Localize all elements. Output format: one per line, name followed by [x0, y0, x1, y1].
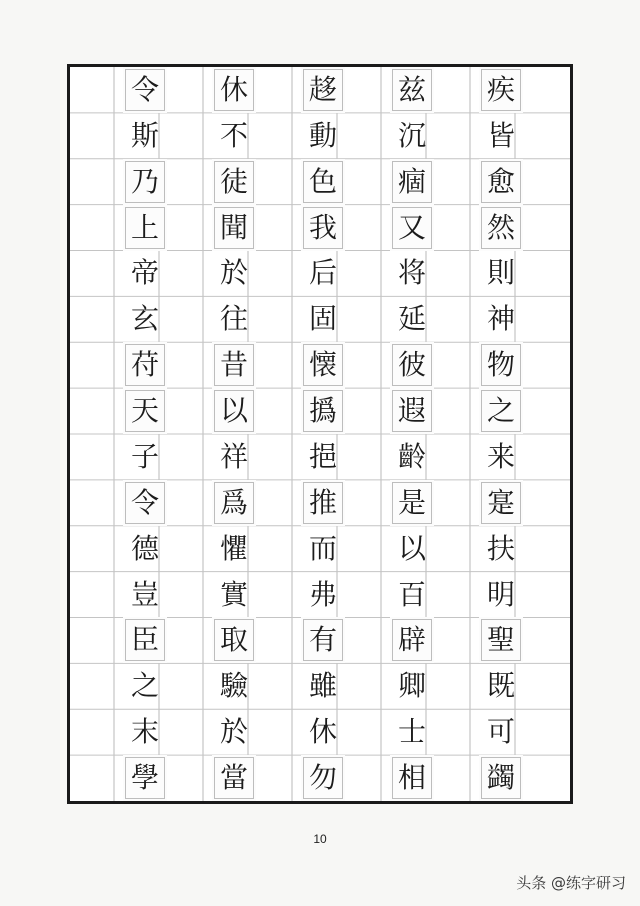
calligraphy-character: 彼	[390, 342, 434, 388]
calligraphy-character: 之	[479, 388, 523, 434]
calligraphy-character: 懐	[301, 342, 345, 388]
calligraphy-character: 齡	[397, 439, 426, 473]
calligraphy-character: 苻	[123, 342, 167, 388]
calligraphy-character: 帝	[130, 256, 159, 290]
calligraphy-character: 然	[479, 205, 523, 251]
calligraphy-character: 物	[479, 342, 523, 388]
calligraphy-character: 后	[308, 256, 337, 290]
calligraphy-character: 我	[301, 205, 345, 251]
calligraphy-character: 寔	[479, 480, 523, 526]
calligraphy-character: 是	[390, 480, 434, 526]
calligraphy-character: 卿	[397, 669, 426, 703]
page-number: 10	[313, 832, 327, 846]
calligraphy-character: 取	[212, 617, 256, 663]
calligraphy-character: 玄	[130, 302, 159, 336]
text-column	[123, 67, 167, 801]
calligraphy-character: 相	[390, 755, 434, 801]
calligraphy-character: 斯	[130, 118, 159, 152]
calligraphy-character: 驗	[219, 669, 248, 703]
text-column	[390, 67, 434, 801]
calligraphy-character: 遐	[390, 388, 434, 434]
calligraphy-character: 沉	[397, 118, 426, 152]
calligraphy-character: 扶	[486, 531, 515, 565]
calligraphy-character: 明	[486, 577, 515, 611]
calligraphy-character: 聞	[212, 205, 256, 251]
text-column	[212, 67, 256, 801]
calligraphy-character: 學	[123, 755, 167, 801]
calligraphy-character: 祥	[219, 439, 248, 473]
calligraphy-character: 懼	[219, 531, 248, 565]
calligraphy-character: 有	[301, 617, 345, 663]
calligraphy-character: 不	[219, 118, 248, 152]
calligraphy-character: 撝	[301, 388, 345, 434]
calligraphy-frame	[67, 64, 573, 804]
calligraphy-character: 令	[123, 480, 167, 526]
source-watermark: 头条 @练字研习	[516, 874, 626, 892]
calligraphy-character: 神	[486, 302, 515, 336]
calligraphy-character: 来	[486, 439, 515, 473]
calligraphy-character: 於	[219, 715, 248, 749]
calligraphy-character: 動	[308, 118, 337, 152]
calligraphy-character: 子	[130, 439, 159, 473]
calligraphy-character: 往	[219, 302, 248, 336]
calligraphy-character: 昔	[212, 342, 256, 388]
calligraphy-character: 疾	[479, 67, 523, 113]
calligraphy-character: 勿	[301, 755, 345, 801]
calligraphy-character: 挹	[308, 439, 337, 473]
calligraphy-character: 休	[212, 67, 256, 113]
text-column	[301, 67, 345, 801]
calligraphy-character: 聖	[479, 617, 523, 663]
calligraphy-character: 爲	[212, 480, 256, 526]
calligraphy-character: 之	[130, 669, 159, 703]
calligraphy-character: 蠲	[479, 755, 523, 801]
calligraphy-character: 豈	[130, 577, 159, 611]
calligraphy-character: 弗	[308, 577, 337, 611]
calligraphy-character: 天	[123, 388, 167, 434]
calligraphy-character: 徒	[212, 159, 256, 205]
calligraphy-character: 百	[397, 577, 426, 611]
calligraphy-character: 而	[308, 531, 337, 565]
calligraphy-character: 以	[397, 531, 426, 565]
text-column	[479, 67, 523, 801]
calligraphy-character: 兹	[390, 67, 434, 113]
calligraphy-character: 實	[219, 577, 248, 611]
calligraphy-character: 末	[130, 715, 159, 749]
calligraphy-character: 将	[397, 256, 426, 290]
calligraphy-character: 推	[301, 480, 345, 526]
calligraphy-character: 當	[212, 755, 256, 801]
calligraphy-character: 又	[390, 205, 434, 251]
calligraphy-character: 辟	[390, 617, 434, 663]
calligraphy-character: 趍	[301, 67, 345, 113]
calligraphy-character: 皆	[486, 118, 515, 152]
calligraphy-character: 休	[308, 715, 337, 749]
calligraphy-character: 以	[212, 388, 256, 434]
calligraphy-character: 既	[486, 669, 515, 703]
calligraphy-character: 色	[301, 159, 345, 205]
calligraphy-character: 可	[486, 715, 515, 749]
calligraphy-character: 德	[130, 531, 159, 565]
calligraphy-character: 令	[123, 67, 167, 113]
calligraphy-character: 上	[123, 205, 167, 251]
calligraphy-character: 痼	[390, 159, 434, 205]
calligraphy-character: 愈	[479, 159, 523, 205]
calligraphy-character: 延	[397, 302, 426, 336]
calligraphy-character: 乃	[123, 159, 167, 205]
calligraphy-character: 臣	[123, 617, 167, 663]
calligraphy-character: 則	[486, 256, 515, 290]
calligraphy-character: 於	[219, 256, 248, 290]
calligraphy-character: 士	[397, 715, 426, 749]
calligraphy-character: 固	[308, 302, 337, 336]
calligraphy-character: 雖	[308, 669, 337, 703]
